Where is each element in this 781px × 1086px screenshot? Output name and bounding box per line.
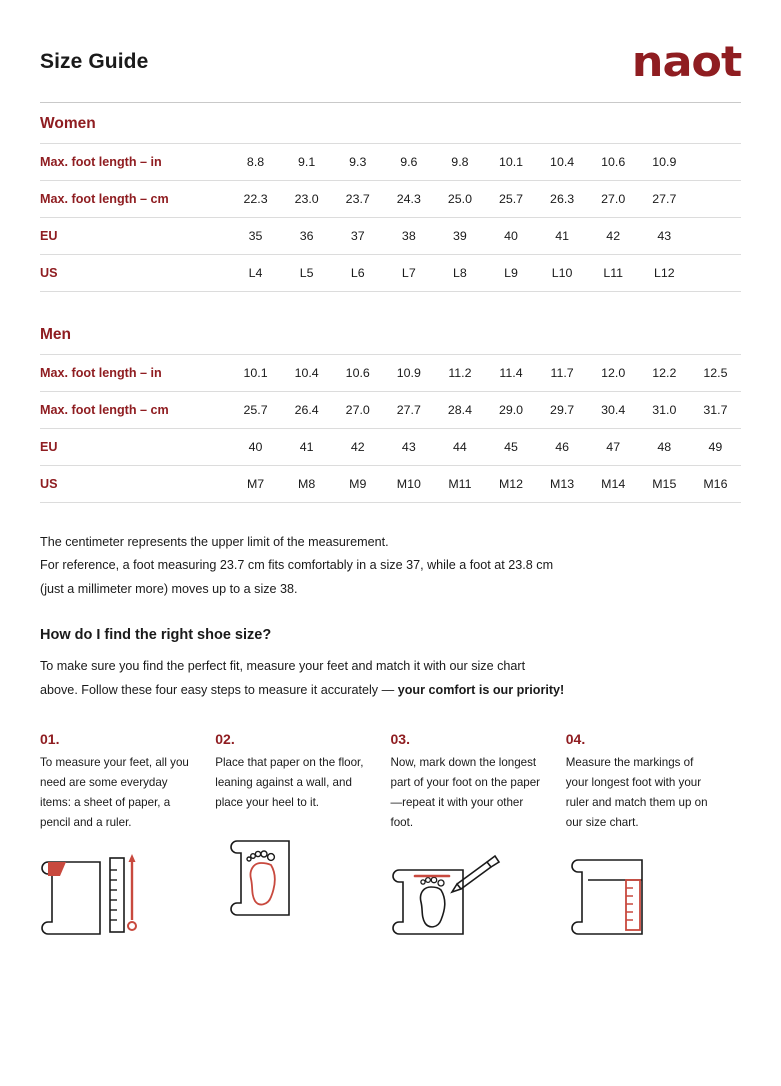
table-row	[40, 392, 741, 429]
row-label: Max. foot length – in	[40, 144, 230, 181]
cell: 47	[588, 429, 639, 466]
cell: 10.6	[588, 144, 639, 181]
cell: 41	[281, 429, 332, 466]
row-label: EU	[40, 218, 230, 255]
page-header	[40, 30, 741, 94]
table-row	[40, 218, 741, 255]
naot-logo: naot	[631, 37, 741, 86]
cell: 42	[332, 429, 383, 466]
row-label: Max. foot length – cm	[40, 181, 230, 218]
steps-row	[40, 731, 741, 947]
measurement-notes	[40, 531, 741, 601]
page-title: Size Guide	[40, 50, 149, 73]
cell: 9.6	[383, 144, 434, 181]
howto-intro	[40, 655, 741, 703]
cell: 25.0	[434, 181, 485, 218]
cell: L12	[639, 255, 690, 292]
step-text: Now, mark down the longest part of your foot on the paper—repeat it with your other foot.	[390, 755, 541, 829]
note-line-2: For reference, a foot measuring 23.7 cm fits comfortably in a size 37, while a foot at 23.8 cm	[40, 558, 554, 573]
cell: 8.8	[230, 144, 281, 181]
cell: 40	[230, 429, 281, 466]
cell: 44	[434, 429, 485, 466]
cell: 43	[639, 218, 690, 255]
step-text: Place that paper on the floor, leaning against a wall, and place your heel to it.	[215, 755, 364, 809]
cell	[690, 218, 741, 255]
paper-pencil-ruler-icon	[40, 850, 193, 946]
cell: M13	[537, 466, 588, 503]
cell: 9.3	[332, 144, 383, 181]
howto-intro-text: above. Follow these four easy steps to measure it accurately —	[40, 682, 398, 697]
cell: 25.7	[485, 181, 536, 218]
table-row	[40, 144, 741, 181]
cell: L4	[230, 255, 281, 292]
step-number: 02.	[215, 730, 235, 747]
cell: L5	[281, 255, 332, 292]
cell: 49	[690, 429, 741, 466]
cell: M10	[383, 466, 434, 503]
cell: 30.4	[588, 392, 639, 429]
howto-priority-text: your comfort is our priority!	[397, 682, 565, 697]
foot-on-paper-icon	[215, 831, 368, 927]
men-table-body	[40, 355, 741, 503]
cell: 10.9	[639, 144, 690, 181]
cell: 25.7	[230, 392, 281, 429]
cell: 40	[485, 218, 536, 255]
row-label: EU	[40, 429, 230, 466]
cell: 10.1	[485, 144, 536, 181]
cell: 41	[537, 218, 588, 255]
howto-heading: How do I find the right shoe size?	[40, 626, 272, 643]
cell: L6	[332, 255, 383, 292]
cell: 43	[383, 429, 434, 466]
cell: 35	[230, 218, 281, 255]
cell: 10.9	[383, 355, 434, 392]
note-line-1: The centimeter represents the upper limit of the measurement.	[40, 535, 389, 549]
row-label: US	[40, 466, 230, 503]
cell: M12	[485, 466, 536, 503]
cell: M11	[434, 466, 485, 503]
cell: 11.7	[537, 355, 588, 392]
row-label: US	[40, 255, 230, 292]
note-line-3: (just a millimeter more) moves up to a size 38.	[40, 581, 298, 596]
cell: 45	[485, 429, 536, 466]
cell: 48	[639, 429, 690, 466]
cell: 27.7	[639, 181, 690, 218]
cell: 10.6	[332, 355, 383, 392]
cell: 10.4	[281, 355, 332, 392]
table-row	[40, 181, 741, 218]
women-size-table	[40, 144, 741, 292]
cell: 23.0	[281, 181, 332, 218]
step-number: 03.	[390, 730, 410, 747]
cell: 26.3	[537, 181, 588, 218]
step-text: To measure your feet, all you need are some everyday items: a sheet of paper, a pencil and a ruler.	[40, 755, 189, 829]
cell: M7	[230, 466, 281, 503]
cell: 46	[537, 429, 588, 466]
cell: 36	[281, 218, 332, 255]
cell: 11.2	[434, 355, 485, 392]
table-row	[40, 429, 741, 466]
table-row	[40, 355, 741, 392]
step-number: 01.	[40, 730, 60, 747]
cell	[690, 144, 741, 181]
cell: L8	[434, 255, 485, 292]
cell: M9	[332, 466, 383, 503]
step-03	[391, 731, 566, 947]
cell: 10.4	[537, 144, 588, 181]
cell: 9.8	[434, 144, 485, 181]
cell: 29.0	[485, 392, 536, 429]
men-size-table	[40, 355, 741, 503]
cell: 37	[332, 218, 383, 255]
cell: 12.2	[639, 355, 690, 392]
cell: 31.7	[690, 392, 741, 429]
cell: M15	[639, 466, 690, 503]
cell: L7	[383, 255, 434, 292]
cell	[690, 255, 741, 292]
cell: 27.0	[332, 392, 383, 429]
section-heading-men: Men	[40, 292, 741, 355]
cell: M8	[281, 466, 332, 503]
cell: 10.1	[230, 355, 281, 392]
cell: 27.7	[383, 392, 434, 429]
step-02	[215, 731, 390, 947]
cell: M14	[588, 466, 639, 503]
cell: 9.1	[281, 144, 332, 181]
cell: 22.3	[230, 181, 281, 218]
cell: 39	[434, 218, 485, 255]
cell: 27.0	[588, 181, 639, 218]
cell: 38	[383, 218, 434, 255]
cell: 28.4	[434, 392, 485, 429]
marking-foot-icon	[391, 850, 544, 946]
cell: 29.7	[537, 392, 588, 429]
section-heading-women: Women	[40, 103, 741, 144]
howto-intro-line-1: To make sure you find the perfect fit, measure your feet and match it with our size chart	[40, 658, 526, 673]
ruler-measure-icon	[566, 850, 719, 946]
cell: L9	[485, 255, 536, 292]
cell	[690, 181, 741, 218]
cell: 12.5	[690, 355, 741, 392]
step-01	[40, 731, 215, 947]
row-label: Max. foot length – cm	[40, 392, 230, 429]
cell: 31.0	[639, 392, 690, 429]
cell: 26.4	[281, 392, 332, 429]
step-04	[566, 731, 741, 947]
step-number: 04.	[565, 730, 586, 747]
cell: M16	[690, 466, 741, 503]
row-label: Max. foot length – in	[40, 355, 230, 392]
table-row	[40, 466, 741, 503]
cell: 42	[588, 218, 639, 255]
howto-intro-line-2	[40, 679, 741, 703]
cell: 24.3	[383, 181, 434, 218]
cell: 12.0	[588, 355, 639, 392]
step-text: Measure the markings of your longest foot with your ruler and match them up on our size chart.	[565, 755, 708, 829]
cell: 23.7	[332, 181, 383, 218]
cell: L10	[537, 255, 588, 292]
women-table-body	[40, 144, 741, 292]
cell: 11.4	[485, 355, 536, 392]
cell: L11	[588, 255, 639, 292]
table-row	[40, 255, 741, 292]
